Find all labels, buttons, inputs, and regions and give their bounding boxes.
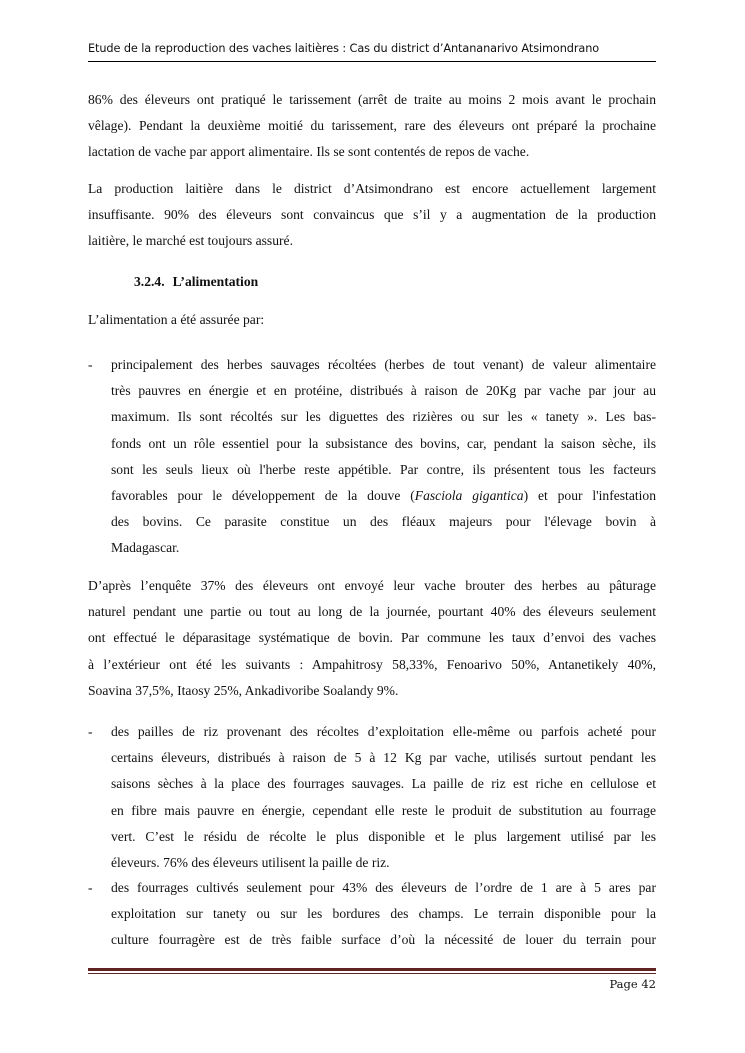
text-line: laitière, le marché est toujours assuré. (88, 233, 293, 249)
text-line: certains éleveurs, distribués à raison de 5 à 12 Kg par vache, utilisés surtout pendant les (111, 750, 656, 766)
text-line: très pauvres en énergie et en protéine, distribués à raison de 20Kg par vache par jour au (111, 383, 656, 399)
header-rule (88, 61, 656, 62)
section-title: L’alimentation (172, 274, 259, 289)
bullet-dash: - (88, 724, 93, 739)
text-line: saisons sèches à la place des fourrages sauvages. La paille de riz est riche en cellulose et (111, 776, 656, 792)
section-heading (134, 269, 258, 295)
paragraph (88, 87, 656, 166)
bullet-item (88, 875, 656, 954)
footer-rule-thick (88, 968, 656, 971)
text-line: des pailles de riz provenant des récoltes d’exploitation elle-même ou parfois acheté pour (111, 724, 656, 739)
section-number: 3.2.4. (134, 274, 165, 289)
italic-text: Fasciola gigantica (414, 488, 524, 504)
text-line: principalement des herbes sauvages récoltées (herbes de tout venant) de valeur alimentaire (111, 357, 656, 372)
paragraph (88, 573, 656, 704)
text-segment: ) et pour l'infestation (523, 488, 656, 504)
text-line: vert. C’est le résidu de récolte le plus disponible et le plus largement utilisé par les (111, 828, 656, 844)
text-segment: favorables pour le développement de la douve ( (111, 488, 415, 504)
bullet-item (88, 719, 656, 876)
paragraph (88, 307, 656, 333)
text-line: des bovins. Ce parasite constitue un des fléaux majeurs pour l'élevage bovin à (111, 514, 656, 530)
text-line: éleveurs. 76% des éleveurs utilisent la paille de riz. (111, 855, 390, 871)
text-line: sont les seuls lieux où l'herbe reste appétible. Par contre, ils présentent tous les facteurs (111, 461, 656, 477)
text-line: lactation de vache par apport alimentaire. Ils se sont contentés de repos de vache. (88, 144, 530, 160)
text-line: L’alimentation a été assurée par: (88, 312, 265, 327)
text-line: en fibre mais pauvre en énergie, cependant elle reste le produit de substitution au fourrage (111, 802, 656, 818)
bullet-dash: - (88, 880, 93, 895)
text-line: fonds ont un rôle essentiel pour la subsistance des bovins, car, pendant la saison sèche, ils (111, 435, 656, 451)
text-line: La production laitière dans le district d’Atsimondrano est encore actuellement largement (88, 181, 656, 196)
paragraph (88, 176, 656, 255)
text-line: exploitation sur tanety ou sur les bordures des champs. Le terrain disponible pour la (111, 906, 656, 922)
text-line: des fourrages cultivés seulement pour 43% des éleveurs de l’ordre de 1 are à 5 ares par (111, 880, 656, 895)
footer-rule-thin (88, 973, 656, 974)
text-line: culture fourragère est de très faible surface d’où la nécessité de louer du terrain pour (111, 932, 656, 948)
bullet-dash: - (88, 357, 93, 372)
text-line: D’après l’enquête 37% des éleveurs ont envoyé leur vache brouter des herbes au pâturage (88, 578, 656, 593)
text-line: maximum. Ils sont récoltés sur les diguettes des rizières ou sur les « tanety ». Les bas- (111, 409, 656, 425)
text-line: à l’extérieur ont été les suivants : Ampahitrosy 58,33%, Fenoarivo 50%, Antanetikely 40%, (88, 656, 656, 672)
text-line: naturel pendant une partie ou tout au long de la journée, pourtant 40% des éleveurs seulement (88, 604, 656, 620)
text-line: Madagascar. (111, 540, 180, 556)
running-header: Etude de la reproduction des vaches laitières : Cas du district d’Antananarivo Atsimondrano (88, 42, 600, 55)
page-number: Page 42 (609, 977, 656, 991)
text-line: vêlage). Pendant la deuxième moitié du tarissement, rare des éleveurs ont préparé la prochaine (88, 118, 656, 134)
text-line: 86% des éleveurs ont pratiqué le tarissement (arrêt de traite au moins 2 mois avant le prochain (88, 92, 656, 107)
bullet-item (88, 352, 656, 562)
text-line (111, 483, 656, 509)
text-line: ont effectué le déparasitage systématique de bovin. Par commune les taux d’envoi des vaches (88, 630, 656, 646)
text-line: insuffisante. 90% des éleveurs sont convaincus que s’il y a augmentation de la production (88, 207, 656, 223)
text-line: Soavina 37,5%, Itaosy 25%, Ankadivoribe Soalandy 9%. (88, 682, 399, 698)
